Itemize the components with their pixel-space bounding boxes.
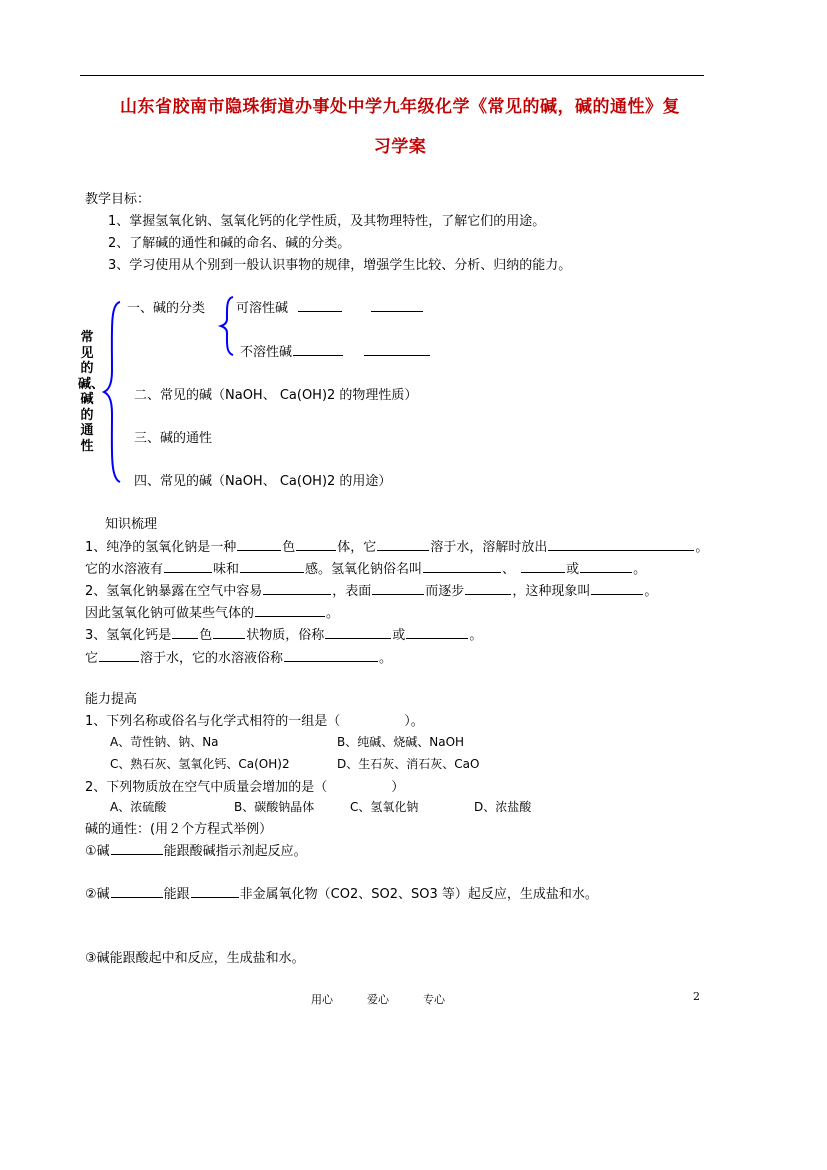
general-heading: 碱的通性：(用２个方程式举例） bbox=[85, 822, 273, 837]
footer-word: 专心 bbox=[423, 993, 445, 1006]
footer-word: 用心 bbox=[311, 993, 333, 1006]
knowledge-line: 因此氢氧化钠可做某些气体的 。 bbox=[85, 606, 340, 621]
doc-title-line1: 山东省胶南市隐珠街道办事处中学九年级化学《常见的碱，碱的通性》复 bbox=[120, 97, 680, 117]
outline-big-brace bbox=[104, 300, 124, 485]
outline-item-3: 三、碱的通性 bbox=[134, 431, 213, 446]
objective-item: 1、掌握氢氧化钠、氢氧化钙的化学性质，及其物理特性，了解它们的用途。 bbox=[108, 214, 546, 229]
general-line: ①碱 能跟酸碱指示剂起反应。 bbox=[85, 844, 307, 859]
doc-title-line2: 习学案 bbox=[373, 137, 427, 157]
option: A、苛性钠、钠、Na bbox=[110, 735, 219, 749]
knowledge-line: 它 溶于水，它的水溶液俗称 。 bbox=[85, 651, 393, 666]
knowledge-heading: 知识梳理 bbox=[105, 517, 158, 532]
question-1: 1、下列名称或俗名与化学式相符的一组是（ ）。 bbox=[85, 714, 424, 729]
objective-item: 2、了解碱的通性和碱的命名、碱的分类。 bbox=[108, 236, 351, 251]
outline-vertical-label: 常见的碱、碱的通性 bbox=[78, 330, 105, 454]
outline-item-1: 一、碱的分类 bbox=[127, 301, 206, 316]
objective-item: 3、学习使用从个别到一般认识事物的规律，增强学生比较、分析、归纳的能力。 bbox=[108, 258, 572, 273]
knowledge-line: 1、纯净的氢氧化钠是一种 色 体，它 溶于水，溶解时放出 。 bbox=[85, 540, 709, 555]
page-number: 2 bbox=[693, 990, 700, 1003]
option: B、碳酸钠晶体 bbox=[234, 800, 315, 814]
question-2: 2、下列物质放在空气中质量会增加的是（ ） bbox=[85, 780, 405, 795]
option: C、氢氧化钠 bbox=[350, 800, 419, 814]
knowledge-line: 它的水溶液有 味和 感。氢氧化钠俗名叫 、 或 。 bbox=[85, 562, 647, 577]
option: C、熟石灰、氢氧化钙、Ca(OH)2 bbox=[110, 757, 290, 771]
option: A、浓硫酸 bbox=[110, 800, 167, 814]
outline-item-2: 二、常见的碱（NaOH、 Ca(OH)2 的物理性质） bbox=[134, 388, 418, 403]
header-rule bbox=[80, 75, 704, 76]
general-line: ②碱 能跟 非金属氧化物（CO2、SO2、SO3 等）起反应，生成盐和水。 bbox=[85, 887, 598, 902]
knowledge-line: 3、氢氧化钙是 色 状物质，俗称 或 。 bbox=[85, 628, 483, 643]
option: D、浓盐酸 bbox=[474, 800, 532, 814]
objectives-heading: 教学目标： bbox=[85, 192, 151, 207]
option: B、纯碱、烧碱、NaOH bbox=[337, 735, 465, 749]
option: D、生石灰、消石灰、CaO bbox=[337, 757, 480, 771]
outline-small-brace bbox=[221, 295, 235, 357]
footer-word: 爱心 bbox=[367, 993, 389, 1006]
outline-soluble: 可溶性碱 bbox=[236, 297, 424, 316]
ability-heading: 能力提高 bbox=[85, 692, 138, 707]
general-line: ③碱能跟酸起中和反应，生成盐和水。 bbox=[85, 951, 305, 966]
outline-insoluble: 不溶性碱 bbox=[240, 341, 431, 360]
knowledge-line: 2、氢氧化钠暴露在空气中容易 ，表面 而逐步 ，这种现象叫 。 bbox=[85, 584, 658, 599]
outline-item-4: 四、常见的碱（NaOH、 Ca(OH)2 的用途） bbox=[134, 474, 392, 489]
